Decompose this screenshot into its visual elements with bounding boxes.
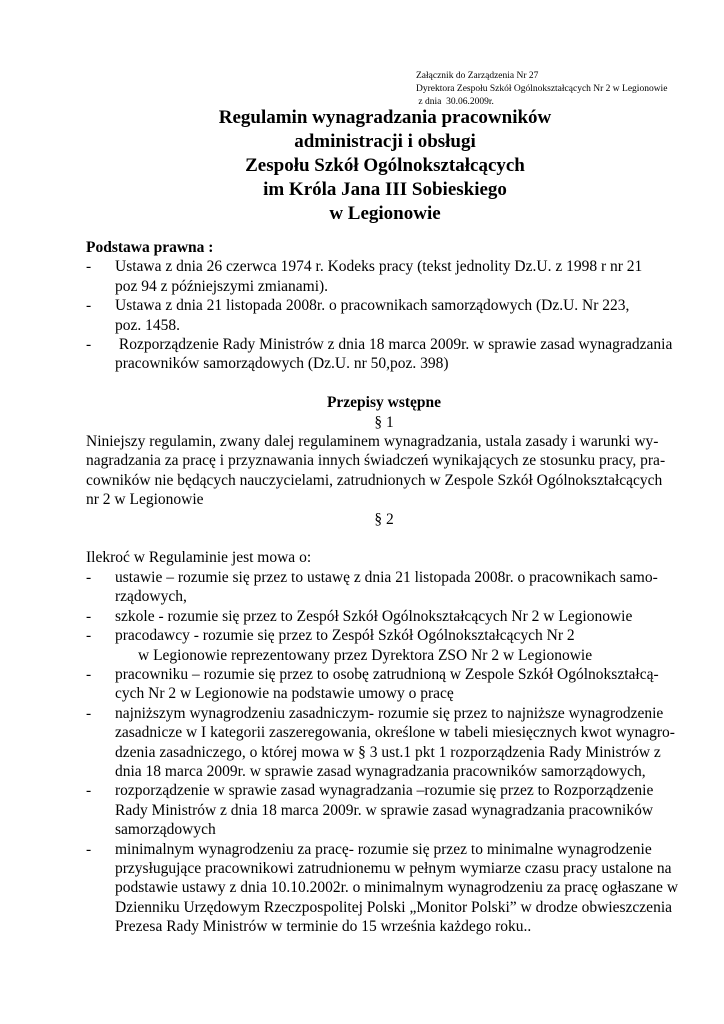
item-line: Ustawa z dnia 26 czerwca 1974 r. Kodeks pracy (tekst jednolity Dz.U. z 1998 r nr 21 [115, 258, 643, 276]
item-line: minimalnym wynagrodzeniu za pracę- rozumie się przez to minimalne wynagrodzenie [115, 840, 652, 858]
item-line: dnia 18 marca 2009r. w sprawie zasad wynagradzania pracowników samorządowych, [115, 762, 646, 780]
item-line: poz. 1458. [115, 316, 181, 334]
legal-basis-item [86, 257, 682, 296]
list-dash: - [86, 627, 92, 645]
item-line: ustawie – rozumie się przez to ustawę z dnia 21 listopada 2008r. o pracownikach samo- [115, 568, 658, 586]
list-dash: - [86, 782, 92, 800]
list-dash: - [86, 258, 92, 276]
definition-item [86, 626, 682, 645]
item-line: Dzienniku Urzędowym Rzeczpospolitej Polski „Monitor Polski” w drodze obwieszczenia [115, 898, 673, 916]
definition-item [86, 704, 682, 782]
item-line: szkole - rozumie się przez to Zespół Szkół Ogólnokształcących Nr 2 w Legionowie [115, 607, 633, 625]
item-line: samorządowych [115, 821, 216, 839]
definition-item [86, 568, 682, 607]
legal-basis-heading: Podstawa prawna : [86, 239, 214, 256]
list-dash: - [86, 840, 92, 858]
paragraph-mark: § 1 [374, 413, 394, 431]
definition-item [86, 646, 682, 665]
item-line: dzenia zasadniczego, o której mowa w § 3 ust.1 pkt 1 rozporządzenia Rady Ministrów z [115, 743, 661, 761]
title-line: w Legionowie [329, 203, 441, 224]
annex-line: z dnia 30.06.2009r. [416, 97, 494, 107]
item-line: rządowych, [115, 588, 187, 606]
item-line: pracodawcy - rozumie się przez to Zespół Szkół Ogólnokształcących Nr 2 [115, 627, 575, 645]
item-line: Ustawa z dnia 21 listopada 2008r. o pracownikach samorządowych (Dz.U. Nr 223, [115, 297, 630, 315]
item-line: w Legionowie reprezentowany przez Dyrektora ZSO Nr 2 w Legionowie [138, 646, 593, 664]
definition-item [86, 781, 682, 839]
item-line: pracowniku – rozumie się przez to osobę zatrudnioną w Zespole Szkół Ogólnokształcą- [115, 665, 659, 683]
paragraph-line: nr 2 w Legionowie [86, 491, 204, 509]
item-line: Prezesa Rady Ministrów w terminie do 15 września każdego roku.. [115, 918, 532, 936]
annex-line: Dyrektora Zespołu Szkół Ogólnokształcących Nr 2 w Legionowie [416, 84, 668, 94]
title-line: im Króla Jana III Sobieskiego [263, 179, 507, 200]
item-line: cych Nr 2 w Legionowie na podstawie umowy o pracę [115, 685, 454, 703]
item-line: poz 94 z późniejszymi zmianami). [115, 277, 329, 295]
item-line: najniższym wynagrodzeniu zasadniczym- rozumie się przez to najniższe wynagrodzenie [115, 704, 664, 722]
item-line: podstawie ustawy z dnia 10.10.2002r. o minimalnym wynagrodzeniu za pracę ogłaszane w [115, 879, 679, 897]
section-heading: Przepisy wstępne [326, 394, 442, 412]
paragraph-line: cowników nie będących nauczycielami, zatrudnionych w Zespole Szkół Ogólnokształcących [86, 471, 663, 489]
paragraph-mark: § 2 [374, 510, 394, 528]
list-dash: - [86, 297, 92, 315]
document-title [0, 106, 724, 226]
definitions-intro: Ilekroć w Regulaminie jest mowa o: [86, 549, 312, 567]
annex-note [416, 70, 667, 109]
definition-item [86, 665, 682, 704]
item-line: rozporządzenie w sprawie zasad wynagradzania –rozumie się przez to Rozporządzenie [115, 782, 654, 800]
list-dash: - [86, 336, 92, 354]
definition-item [86, 607, 682, 626]
legal-basis-item [86, 335, 682, 374]
definition-item [86, 840, 682, 937]
list-dash: - [86, 568, 92, 586]
item-line: przysługujące pracownikowi zatrudnionemu w pełnym wymiarze czasu pracy ustalone na [115, 859, 672, 877]
legal-basis-item [86, 296, 682, 335]
paragraph-line: nagradzania za pracę i przyznawania innych świadczeń wynikających ze stosunku pracy, pra- [86, 452, 666, 470]
item-line: pracowników samorządowych (Dz.U. nr 50,poz. 398) [115, 355, 449, 373]
item-line: zasadnicze w I kategorii zaszeregowania, określone w tabeli miesięcznych kwot wynagro- [115, 724, 675, 742]
item-line: Rady Ministrów z dnia 18 marca 2009r. w sprawie zasad wynagradzania pracowników [115, 801, 654, 819]
document-body [86, 238, 682, 937]
list-dash: - [86, 607, 92, 625]
title-line: Zespołu Szkół Ogólnokształcących [245, 155, 525, 176]
item-line: Rozporządzenie Rady Ministrów z dnia 18 marca 2009r. w sprawie zasad wynagradzania [115, 336, 673, 354]
annex-line: Załącznik do Zarządzenia Nr 27 [416, 71, 539, 81]
title-line: administracji i obsługi [294, 131, 476, 152]
title-line: Regulamin wynagradzania pracowników [218, 107, 552, 128]
list-dash: - [86, 704, 92, 722]
list-dash: - [86, 665, 92, 683]
paragraph-line: Niniejszy regulamin, zwany dalej regulaminem wynagradzania, ustala zasady i warunki wy- [86, 433, 659, 451]
